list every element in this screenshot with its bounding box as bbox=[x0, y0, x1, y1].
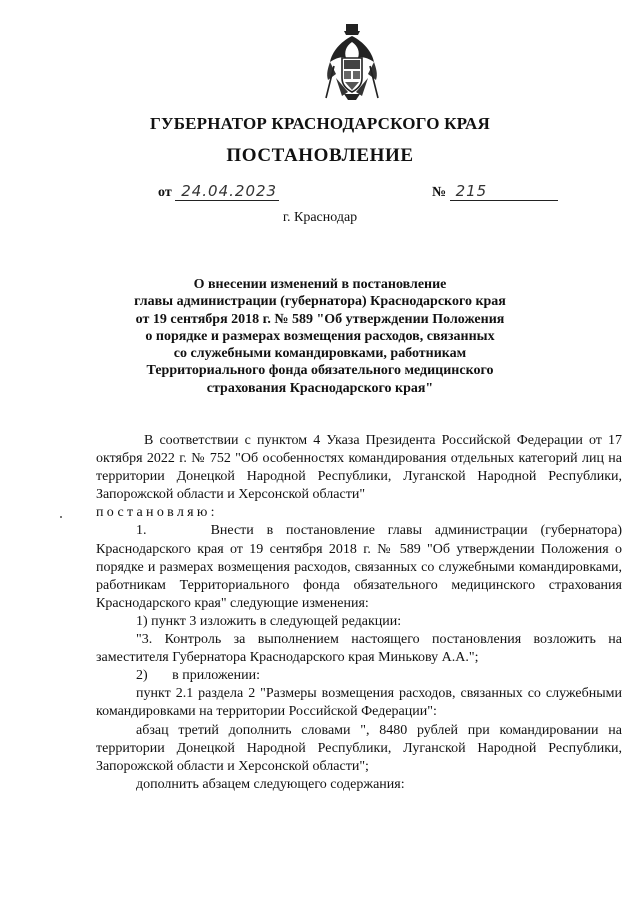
title-line: о порядке и размерах возмещения расходов, связанных bbox=[145, 328, 495, 344]
decree-word: постановляю: bbox=[96, 505, 218, 521]
number-field bbox=[432, 182, 558, 201]
document-title bbox=[120, 276, 520, 397]
number-value: 215 bbox=[450, 182, 558, 201]
sub-item-1: 1) пункт 3 изложить в следующей редакции: bbox=[136, 613, 402, 629]
document-type: ПОСТАНОВЛЕНИЕ bbox=[226, 145, 414, 166]
title-line: О внесении изменений в постановление bbox=[193, 277, 447, 292]
number-label: № bbox=[432, 185, 447, 200]
paragraph-three-amendment: абзац третий дополнить словами ", 8480 рублей при командировании на территории Донецкой Народной Республики, Луганской Народной Республики, Запорожской области и Херсонской области"; bbox=[96, 722, 622, 774]
item-1-paragraph: 1. Внести в постановление главы администрации (губернатора) Краснодарского края от 19 сентября 2018 г. № 589 "Об утверждении Положения о порядке и размерах возмещения расходов, связанных со служебными командировками, работникам Территориального фонда обязательного медицинского страхования Краснодарского края" следующие изменения: bbox=[96, 523, 622, 611]
document-body bbox=[96, 432, 622, 794]
date-label: от bbox=[158, 185, 172, 200]
issuing-authority: ГУБЕРНАТОР КРАСНОДАРСКОГО КРАЯ bbox=[150, 114, 490, 133]
sub-item-2: 2) в приложении: bbox=[136, 668, 260, 684]
city: г. Краснодар bbox=[282, 210, 358, 225]
quoted-point-3: "3. Контроль за выполнением настоящего постановления возложить на заместителя Губернатора Краснодарского края Минькову А.А."; bbox=[96, 632, 622, 666]
title-line: главы администрации (губернатора) Краснодарского края bbox=[134, 294, 506, 310]
preamble-paragraph: В соответствии с пунктом 4 Указа Президента Российской Федерации от 17 октября 2022 г. № 752 "Об особенностях командирования отдельных категорий лиц на территории Донецкой Народной Республики, Луганской Народной Республики, Запорожской области и Херсонской области" bbox=[96, 433, 622, 503]
title-line: от 19 сентября 2018 г. № 589 "Об утверждении Положения bbox=[135, 311, 505, 327]
date-field bbox=[158, 182, 279, 201]
coat-of-arms-icon bbox=[322, 22, 382, 102]
scan-speck bbox=[60, 516, 62, 518]
date-value: 24.04.2023 bbox=[175, 182, 279, 201]
title-line: со служебными командировками, работникам bbox=[173, 346, 467, 362]
title-line: страхования Краснодарского края" bbox=[206, 380, 434, 396]
add-paragraph-line: дополнить абзацем следующего содержания: bbox=[136, 776, 405, 792]
title-line: Территориального фонда обязательного медицинского bbox=[146, 363, 494, 379]
point-2-1-paragraph: пункт 2.1 раздела 2 "Размеры возмещения расходов, связанных со служебными командировками на территории Российской Федерации": bbox=[96, 686, 622, 720]
